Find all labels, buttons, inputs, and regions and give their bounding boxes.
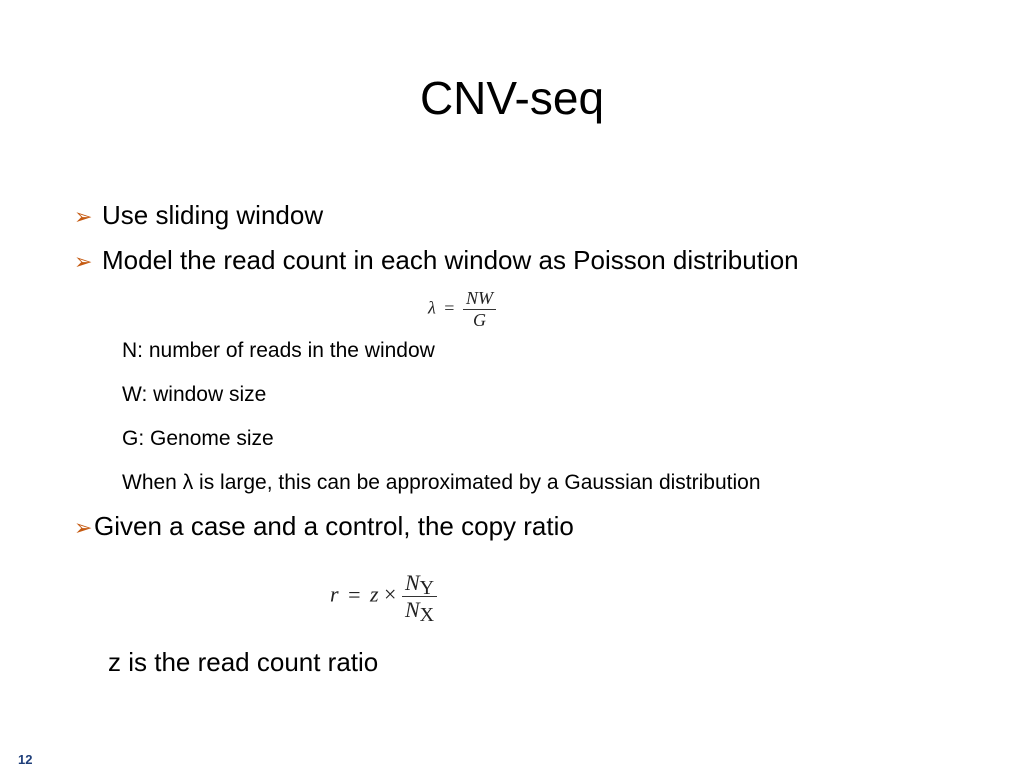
definition-g: G: Genome size: [122, 427, 274, 450]
denominator-subscript: X: [419, 604, 435, 626]
page-number: 12: [18, 752, 33, 767]
copy-ratio-formula: [330, 570, 437, 626]
formula-r: r: [330, 581, 339, 607]
numerator-subscript: Y: [419, 577, 435, 599]
formula-denominator: [404, 597, 435, 626]
denominator-base: N: [404, 597, 420, 622]
formula-fraction: [402, 570, 437, 626]
definition-gaussian: When λ is large, this can be approximated by a Gaussian distribution: [122, 471, 761, 494]
bullet-text: Use sliding window: [102, 200, 324, 230]
formula-fraction: [463, 288, 496, 331]
formula-numerator: [402, 570, 437, 597]
slide-title: CNV-seq: [419, 72, 605, 124]
bullet-copy-ratio: [74, 510, 574, 544]
lambda-formula: [428, 288, 496, 331]
arrow-bullet-icon: ➢: [74, 249, 93, 274]
arrow-bullet-icon: ➢: [74, 515, 93, 540]
read-count-ratio-note: z is the read count ratio: [108, 647, 379, 677]
formula-equals: =: [444, 297, 455, 318]
bullet-sliding-window: [74, 199, 323, 233]
formula-z: z: [369, 581, 379, 607]
formula-times: ×: [384, 581, 397, 607]
bullet-text: Model the read count in each window as Poisson distribution: [102, 245, 799, 275]
formula-numerator: NW: [463, 288, 496, 310]
bullet-poisson-model: [74, 244, 799, 278]
definition-n: N: number of reads in the window: [122, 339, 435, 362]
formula-denominator: G: [472, 310, 486, 330]
numerator-base: N: [404, 570, 420, 595]
arrow-bullet-icon: ➢: [74, 204, 93, 229]
formula-lambda: λ: [428, 297, 436, 318]
formula-equals: =: [348, 581, 361, 607]
bullet-text: Given a case and a control, the copy ratio: [94, 511, 574, 541]
definition-w: W: window size: [122, 383, 267, 406]
